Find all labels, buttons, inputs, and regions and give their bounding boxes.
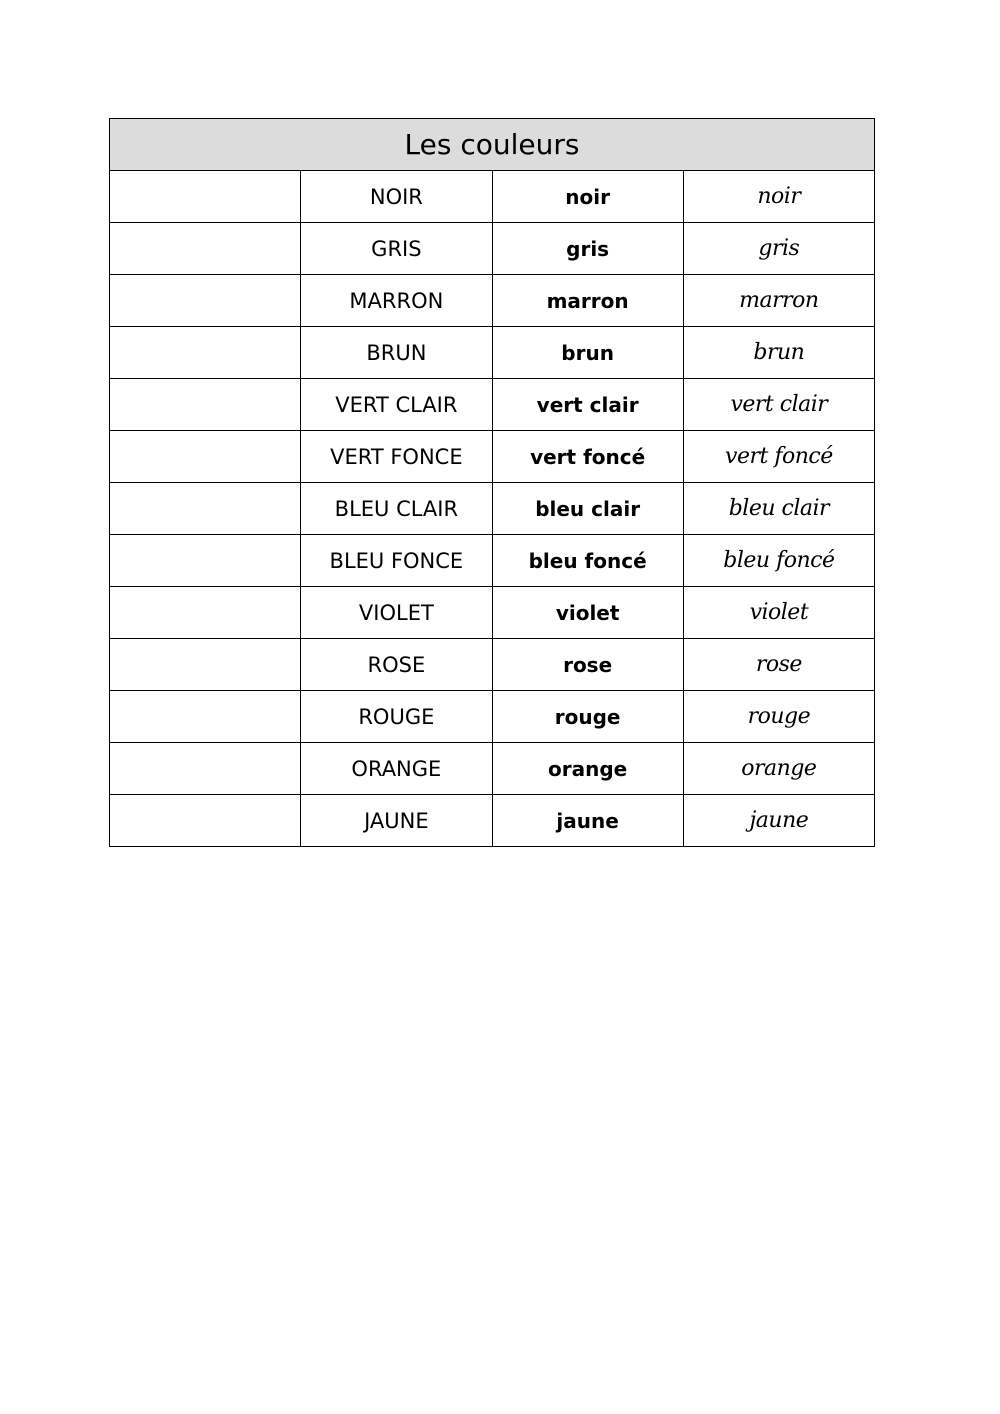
color-image-cell bbox=[110, 223, 301, 275]
table-row bbox=[110, 431, 875, 483]
table-row bbox=[110, 379, 875, 431]
table-row bbox=[110, 587, 875, 639]
lowercase-word: bleu foncé bbox=[492, 535, 683, 587]
uppercase-word: ROSE bbox=[301, 639, 492, 691]
colors-table bbox=[109, 118, 875, 847]
lowercase-word: vert foncé bbox=[492, 431, 683, 483]
table-row bbox=[110, 171, 875, 223]
cursive-word: rose bbox=[683, 639, 874, 691]
color-image-cell bbox=[110, 275, 301, 327]
cursive-word: orange bbox=[683, 743, 874, 795]
color-image-cell bbox=[110, 535, 301, 587]
lowercase-word: brun bbox=[492, 327, 683, 379]
lowercase-word: marron bbox=[492, 275, 683, 327]
uppercase-word: NOIR bbox=[301, 171, 492, 223]
color-image-cell bbox=[110, 743, 301, 795]
cursive-word: bleu foncé bbox=[683, 535, 874, 587]
uppercase-word: VERT FONCE bbox=[301, 431, 492, 483]
uppercase-word: VIOLET bbox=[301, 587, 492, 639]
color-image-cell bbox=[110, 483, 301, 535]
table-row bbox=[110, 691, 875, 743]
cursive-word: marron bbox=[683, 275, 874, 327]
color-image-cell bbox=[110, 691, 301, 743]
lowercase-word: bleu clair bbox=[492, 483, 683, 535]
table-row bbox=[110, 639, 875, 691]
color-image-cell bbox=[110, 587, 301, 639]
table-row bbox=[110, 795, 875, 847]
lowercase-word: noir bbox=[492, 171, 683, 223]
cursive-word: violet bbox=[683, 587, 874, 639]
cursive-word: jaune bbox=[683, 795, 874, 847]
title-row bbox=[110, 119, 875, 171]
lowercase-word: vert clair bbox=[492, 379, 683, 431]
uppercase-word: BLEU CLAIR bbox=[301, 483, 492, 535]
lowercase-word: jaune bbox=[492, 795, 683, 847]
table-row bbox=[110, 275, 875, 327]
lowercase-word: rose bbox=[492, 639, 683, 691]
color-image-cell bbox=[110, 431, 301, 483]
cursive-word: bleu clair bbox=[683, 483, 874, 535]
color-image-cell bbox=[110, 639, 301, 691]
uppercase-word: VERT CLAIR bbox=[301, 379, 492, 431]
cursive-word: gris bbox=[683, 223, 874, 275]
uppercase-word: GRIS bbox=[301, 223, 492, 275]
color-image-cell bbox=[110, 327, 301, 379]
color-image-cell bbox=[110, 795, 301, 847]
cursive-word: noir bbox=[683, 171, 874, 223]
table-row bbox=[110, 535, 875, 587]
table-row bbox=[110, 327, 875, 379]
uppercase-word: JAUNE bbox=[301, 795, 492, 847]
table-row bbox=[110, 483, 875, 535]
lowercase-word: orange bbox=[492, 743, 683, 795]
lowercase-word: rouge bbox=[492, 691, 683, 743]
color-rows bbox=[110, 171, 875, 847]
color-image-cell bbox=[110, 379, 301, 431]
cursive-word: vert clair bbox=[683, 379, 874, 431]
cursive-word: brun bbox=[683, 327, 874, 379]
lowercase-word: violet bbox=[492, 587, 683, 639]
table-row bbox=[110, 743, 875, 795]
color-image-cell bbox=[110, 171, 301, 223]
uppercase-word: BLEU FONCE bbox=[301, 535, 492, 587]
uppercase-word: ORANGE bbox=[301, 743, 492, 795]
colors-worksheet bbox=[109, 118, 875, 847]
cursive-word: rouge bbox=[683, 691, 874, 743]
lowercase-word: gris bbox=[492, 223, 683, 275]
table-title: Les couleurs bbox=[110, 119, 875, 171]
uppercase-word: MARRON bbox=[301, 275, 492, 327]
table-row bbox=[110, 223, 875, 275]
uppercase-word: ROUGE bbox=[301, 691, 492, 743]
cursive-word: vert foncé bbox=[683, 431, 874, 483]
uppercase-word: BRUN bbox=[301, 327, 492, 379]
